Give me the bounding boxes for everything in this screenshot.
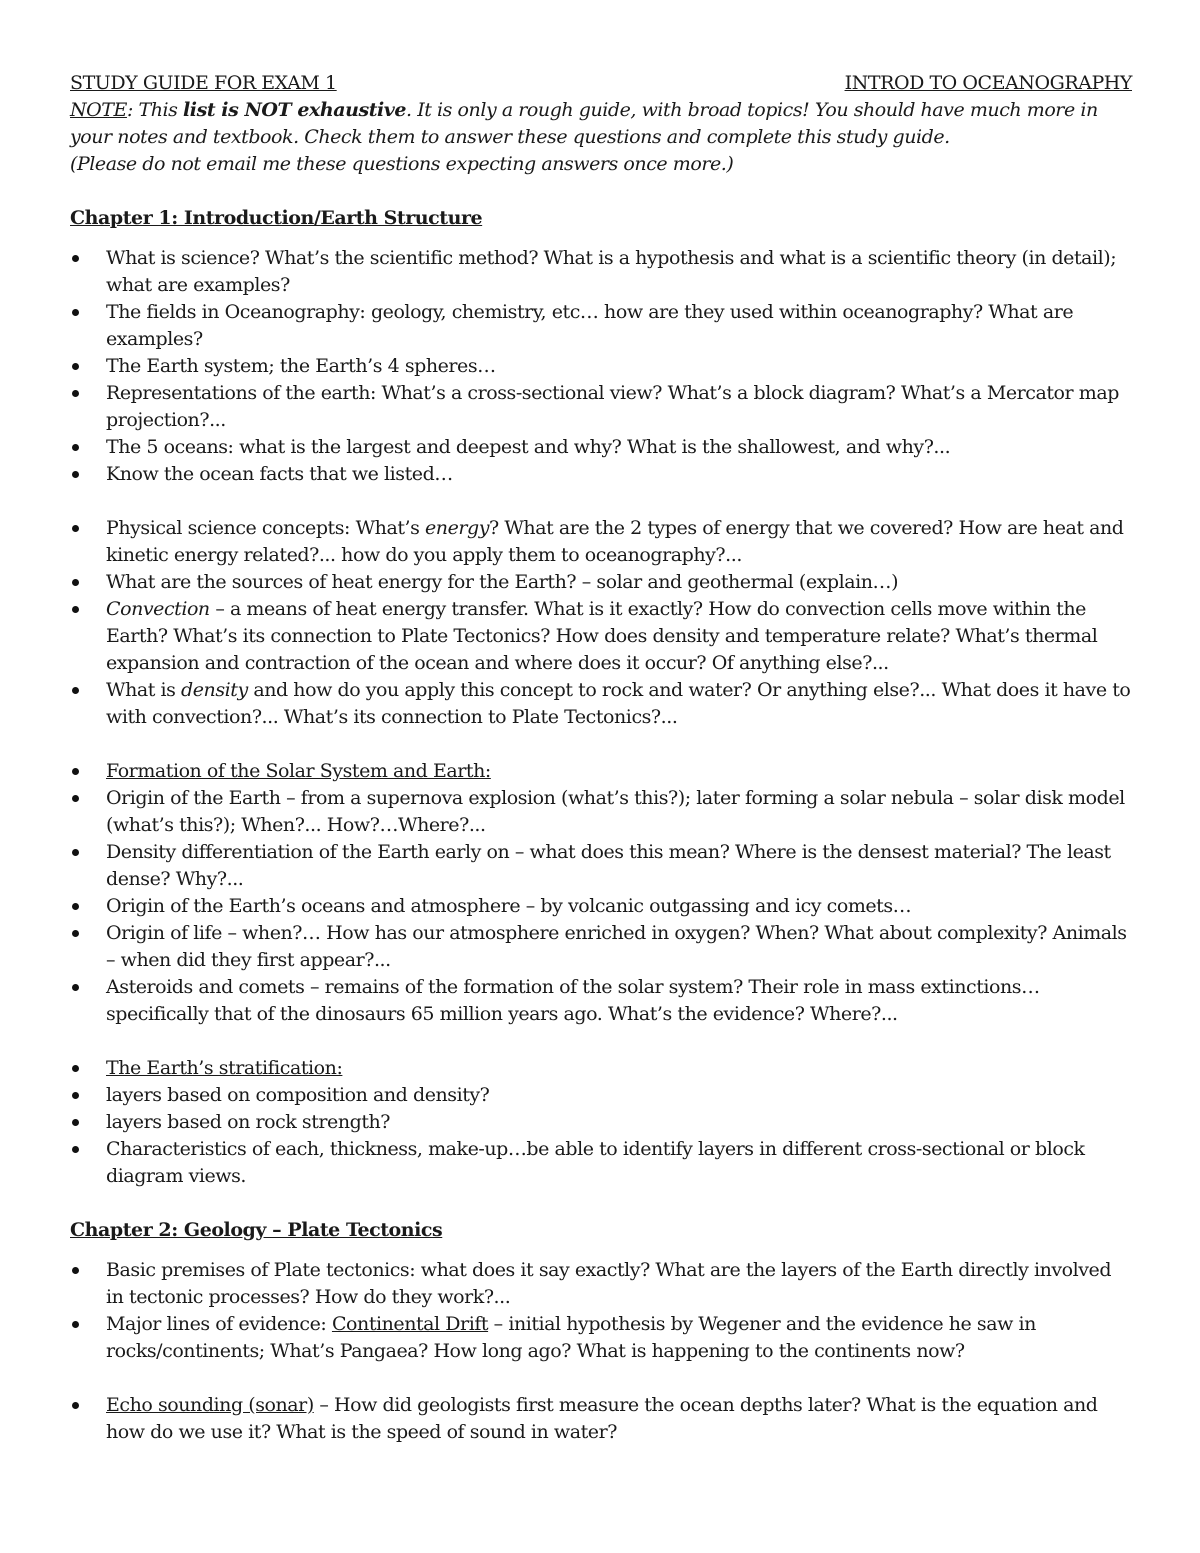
list-item: What are the sources of heat energy for the Earth? – solar and geothermal (explain…) bbox=[70, 569, 1132, 596]
list-item: The Earth system; the Earth’s 4 spheres… bbox=[70, 353, 1132, 380]
list-item: Physical science concepts: What’s energy? What are the 2 types of energy that we covered? How are heat and kinetic energy related?... how do you apply them to oceanography?... bbox=[70, 515, 1132, 569]
document-header bbox=[70, 70, 1132, 97]
list-item: What is science? What’s the scientific method? What is a hypothesis and what is a scientific theory (in detail); what are examples? bbox=[70, 245, 1132, 299]
note-paragraph bbox=[70, 97, 1132, 151]
list-item: Characteristics of each, thickness, make-up…be able to identify layers in different cross-sectional or block diagram views. bbox=[70, 1136, 1132, 1190]
list-item-heading: The Earth’s stratification: bbox=[70, 1055, 1132, 1082]
list-item: layers based on composition and density? bbox=[70, 1082, 1132, 1109]
list-item: Echo sounding (sonar) – How did geologists first measure the ocean depths later? What is the equation and how do we use it? What is the speed of sound in water? bbox=[70, 1392, 1132, 1446]
list-item: Asteroids and comets – remains of the formation of the solar system? Their role in mass extinctions… specifically that of the dinosaurs 65 million years ago. What’s the evidence? Where?... bbox=[70, 974, 1132, 1028]
list-item: Density differentiation of the Earth early on – what does this mean? Where is the densest material? The least dense? Why?... bbox=[70, 839, 1132, 893]
list-item: The 5 oceans: what is the largest and deepest and why? What is the shallowest, and why?... bbox=[70, 434, 1132, 461]
header-right-title: INTROD TO OCEANOGRAPHY bbox=[844, 72, 1132, 94]
note-bold: list is NOT exhaustive bbox=[183, 99, 407, 121]
list-item: Convection – a means of heat energy transfer. What is it exactly? How do convection cells move within the Earth? What’s its connection to Plate Tectonics? How does density and temperature relate? What’s thermal expansion and contraction of the ocean and where does it occur? Of anything else?... bbox=[70, 596, 1132, 677]
note-line-3: (Please do not email me these questions expecting answers once more.) bbox=[70, 153, 734, 175]
chapter-1-list bbox=[70, 245, 1132, 1190]
note-label: NOTE bbox=[70, 99, 127, 121]
list-item: Origin of the Earth – from a supernova explosion (what’s this?); later forming a solar nebula – solar disk model (what’s this?); When?... How?…Where?... bbox=[70, 785, 1132, 839]
list-item: layers based on rock strength? bbox=[70, 1109, 1132, 1136]
note-rest: . It is only a rough guide, with broad topics! You should have much more in your notes and textbook. Check them to answer these questions and complete this study guide. bbox=[70, 99, 1098, 148]
list-item-heading: Formation of the Solar System and Earth: bbox=[70, 758, 1132, 785]
list-item: Know the ocean facts that we listed… bbox=[70, 461, 1132, 488]
note-colon: : This bbox=[126, 99, 184, 121]
list-item: Major lines of evidence: Continental Drift – initial hypothesis by Wegener and the evidence he saw in rocks/continents; What’s Pangaea? How long ago? What is happening to the continents now? bbox=[70, 1311, 1132, 1365]
list-item: Basic premises of Plate tectonics: what does it say exactly? What are the layers of the Earth directly involved in tectonic processes? How do they work?... bbox=[70, 1257, 1132, 1311]
list-item: Origin of life – when?… How has our atmosphere enriched in oxygen? When? What about complexity? Animals – when did they first appear?... bbox=[70, 920, 1132, 974]
chapter-2-title: Chapter 2: Geology – Plate Tectonics bbox=[70, 1219, 443, 1241]
list-item: What is density and how do you apply this concept to rock and water? Or anything else?... What does it have to with convection?... What’s its connection to Plate Tectonics?... bbox=[70, 677, 1132, 731]
header-left-title: STUDY GUIDE FOR EXAM 1 bbox=[70, 72, 337, 94]
chapter-2-list bbox=[70, 1257, 1132, 1446]
list-item: Representations of the earth: What’s a cross-sectional view? What’s a block diagram? What’s a Mercator map projection?... bbox=[70, 380, 1132, 434]
chapter-1-title: Chapter 1: Introduction/Earth Structure bbox=[70, 207, 483, 229]
study-guide-page bbox=[70, 70, 1132, 1446]
list-item: The fields in Oceanography: geology, chemistry, etc… how are they used within oceanography? What are examples? bbox=[70, 299, 1132, 353]
list-item: Origin of the Earth’s oceans and atmosphere – by volcanic outgassing and icy comets… bbox=[70, 893, 1132, 920]
